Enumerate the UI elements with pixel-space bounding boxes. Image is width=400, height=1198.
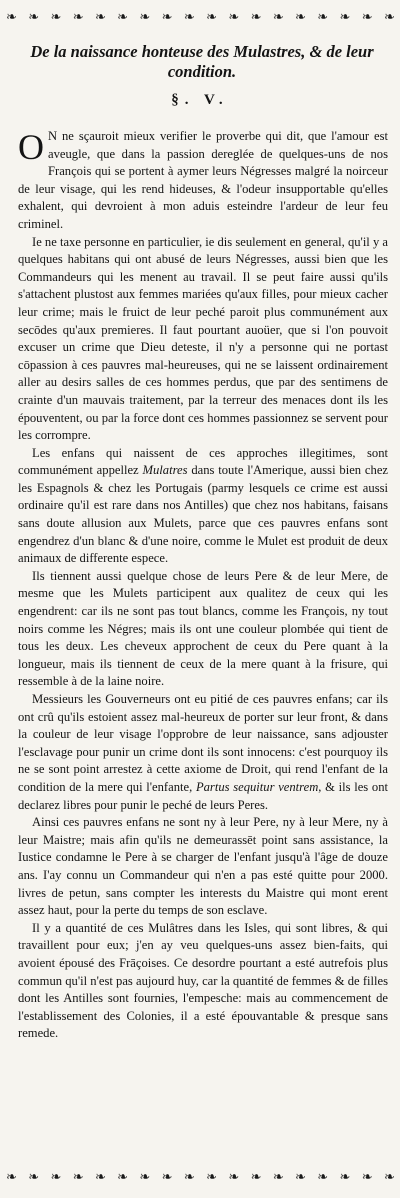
- fleuron-icon: ❧: [361, 1169, 372, 1185]
- fleuron-icon: ❧: [206, 9, 217, 25]
- fleuron-icon: ❧: [50, 1169, 61, 1185]
- text-run: Il y a quantité de ces Mulâtres dans les Isles, qui sont libres, & qui travaillent pour eux; j'en ay veu quelques-uns assez bien-faits, qui avoient épousé des Frāçoises. Ce desordre pourtant a esté autrefois plus commun qu'il n'est pas aujourd huy, car la quantité de femmes & de filles dont les Antilles sont fournies, l'empesche: mais au commencement de l'establissement des Colonies, il a esté épouvantable & presque sans remede.: [18, 920, 388, 1041]
- fleuron-icon: ❧: [339, 1169, 350, 1185]
- fleuron-icon: ❧: [72, 9, 83, 25]
- italic-phrase: Partus sequitur ventrem: [195, 779, 319, 794]
- fleuron-icon: ❧: [250, 1169, 261, 1185]
- fleuron-icon: ❧: [206, 1169, 217, 1185]
- italic-phrase: Mulatres: [142, 463, 188, 478]
- fleuron-icon: ❧: [94, 1169, 105, 1185]
- body-text: [18, 128, 388, 1043]
- text-run: , & ils les ont declarez libres pour punir le peché de leurs Peres.: [18, 779, 388, 812]
- text-run: Les enfans qui naissent de ces approches illegitimes, sont communément appellez: [18, 445, 388, 478]
- paragraph-6: [18, 814, 388, 920]
- paragraph-4: [18, 568, 388, 691]
- fleuron-icon: ❧: [295, 9, 305, 25]
- fleuron-icon: ❧: [183, 1169, 194, 1185]
- text-run: Ie ne taxe personne en particulier, ie dis seulement en general, qu'il y a quelques habitans qui ont abusé de leurs Négresses, aussi bien que les Commandeurs qui les menent au travail. Il se peut faire aussi qu'ils s'attachent plustost aux femmes mariées qu'aux filles, pour mieux cacher leur crime; mais le fruict de leur peché paroit plus communément aux secōdes qu'aux premieres. Il faut pourtant auoüer, que si l'on pouvoit excuser un crime que Dieu deteste, il n'y a personne qui ne portast cōpassion à ces pauvres mal-heureuses, qui ne se laissent ordinairement aller au desirs salles de ces hommes perdus, que par des sentimens de crainte d'un mauvais traitement, par la terreur des menaces dont ils les épouventent, ou par la force dont ces hommes passionnez se servent pour les corrompre.: [18, 234, 388, 443]
- section-number: §. V.: [171, 92, 229, 108]
- fleuron-icon: ❧: [383, 1169, 394, 1185]
- fleuron-icon: ❧: [117, 1169, 128, 1185]
- text-run: dans toute l'Amerique, aussi bien chez les Espagnols & chez les Portugais (parmy lesquels ce crime est aussi ordinaire qu'il est rare dans nos Antilles) que chez nos habitans, faisans sans doute allusion aux Mulets, parce que ces pauvres enfans sont engendrez d'un blanc & d'une noire, comme le Mulet est produit de deux animaux de differente espece.: [18, 463, 389, 566]
- paragraph-text: [18, 446, 388, 566]
- paragraph-1: [18, 128, 388, 234]
- fleuron-icon: ❧: [317, 1169, 328, 1185]
- fleuron-icon: ❧: [94, 9, 105, 25]
- fleuron-icon: ❧: [228, 1169, 239, 1185]
- page-title: De la naissance honteuse des Mulastres, & de leur condition.: [30, 42, 374, 81]
- fleuron-icon: ❧: [272, 1169, 283, 1185]
- fleuron-icon: ❧: [161, 1169, 172, 1185]
- paragraph-3: [18, 445, 388, 568]
- fleuron-icon: ❧: [28, 1169, 39, 1185]
- text-run: Messieurs les Gouverneurs ont eu pitié de ces pauvres enfans; car ils ont crû qu'ils estoient assez mal-heureux de porter sur leur front, & dans la couleur de leur visage l'opprobre de leur naissance, sans adjouster l'esclavage pour punir un crime dont ils sont innocens: c'est pourquoy ils ne se sont point arrestez à cette axiome de Droit, qui rend l'enfant de la condition de la mere qui l'enfante,: [18, 692, 388, 794]
- fleuron-icon: ❧: [72, 1169, 83, 1185]
- paragraph-text: [18, 815, 388, 917]
- fleuron-icon: ❧: [6, 9, 16, 25]
- fleuron-icon: ❧: [228, 9, 239, 25]
- drop-cap: O: [18, 127, 44, 167]
- fleuron-icon: ❧: [339, 9, 350, 25]
- fleuron-icon: ❧: [317, 9, 328, 25]
- fleuron-icon: ❧: [250, 9, 261, 25]
- paragraph-7: [18, 920, 388, 1043]
- fleuron-icon: ❧: [6, 1169, 16, 1185]
- fleuron-icon: ❧: [50, 9, 61, 25]
- fleuron-icon: ❧: [161, 9, 172, 25]
- text-run: Ainsi ces pauvres enfans ne sont ny à leur Pere, ny à leur Mere, ny à leur Maistre; mais afin qu'ils ne demeurassēt point sans assistance, la Iustice condamne le Pere à se charger de l'enfant jusqu'à l'âge de douze ans. I'ay connu un Commandeur qui n'en a pas esté quitte pour 2000. livres de petun, sans compter les interests du Maistre qui mont erent assez haut, pour la perte du temps de son esclave.: [18, 815, 388, 918]
- fleuron-icon: ❧: [183, 9, 194, 25]
- text-run: N ne sçauroit mieux verifier le proverbe qui dit, que l'amour est aveugle, que dans la passion dereglée de quelques-uns de nos François qui se portent à aymer leurs Négresses malgré la noirceur de leur visage, qui les rend hideuses, & l'odeur insupportable qu'elles exhalent, qui devroient à mon aduis esteindre l'ardeur de leur feu criminel.: [18, 129, 388, 231]
- paragraph-text: [18, 235, 388, 443]
- paragraph-2: [18, 234, 388, 445]
- fleuron-icon: ❧: [139, 1169, 150, 1185]
- fleuron-icon: ❧: [272, 9, 283, 25]
- paragraph-text: [18, 692, 388, 812]
- fleuron-icon: ❧: [117, 9, 128, 25]
- paragraph-text: [18, 129, 388, 231]
- paragraph-5: [18, 691, 388, 814]
- top-ornament-band: [6, 6, 394, 28]
- fleuron-icon: ❧: [139, 9, 150, 25]
- fleuron-icon: ❧: [383, 9, 394, 25]
- fleuron-icon: ❧: [361, 9, 372, 25]
- bottom-ornament-band: [6, 1166, 394, 1188]
- fleuron-icon: ❧: [28, 9, 39, 25]
- paragraph-text: [18, 921, 388, 1041]
- text-run: Ils tiennent aussi quelque chose de leurs Pere & de leur Mere, de mesme que les Mulets participent aux qualitez de ceux qui les engendrent: car ils ne sont pas tout blancs, comme les François, ny tout noirs comme les Négres; mais ils ont une couleur plombée qui tient de tous les deux. Les cheveux approchent de ceux du Pere quant à la longueur, mais ils tiennent de ceux de la mere quant à la frisure, qui ressemble à de la laine noire.: [18, 568, 388, 689]
- paragraph-text: [18, 569, 388, 689]
- fleuron-icon: ❧: [295, 1169, 305, 1185]
